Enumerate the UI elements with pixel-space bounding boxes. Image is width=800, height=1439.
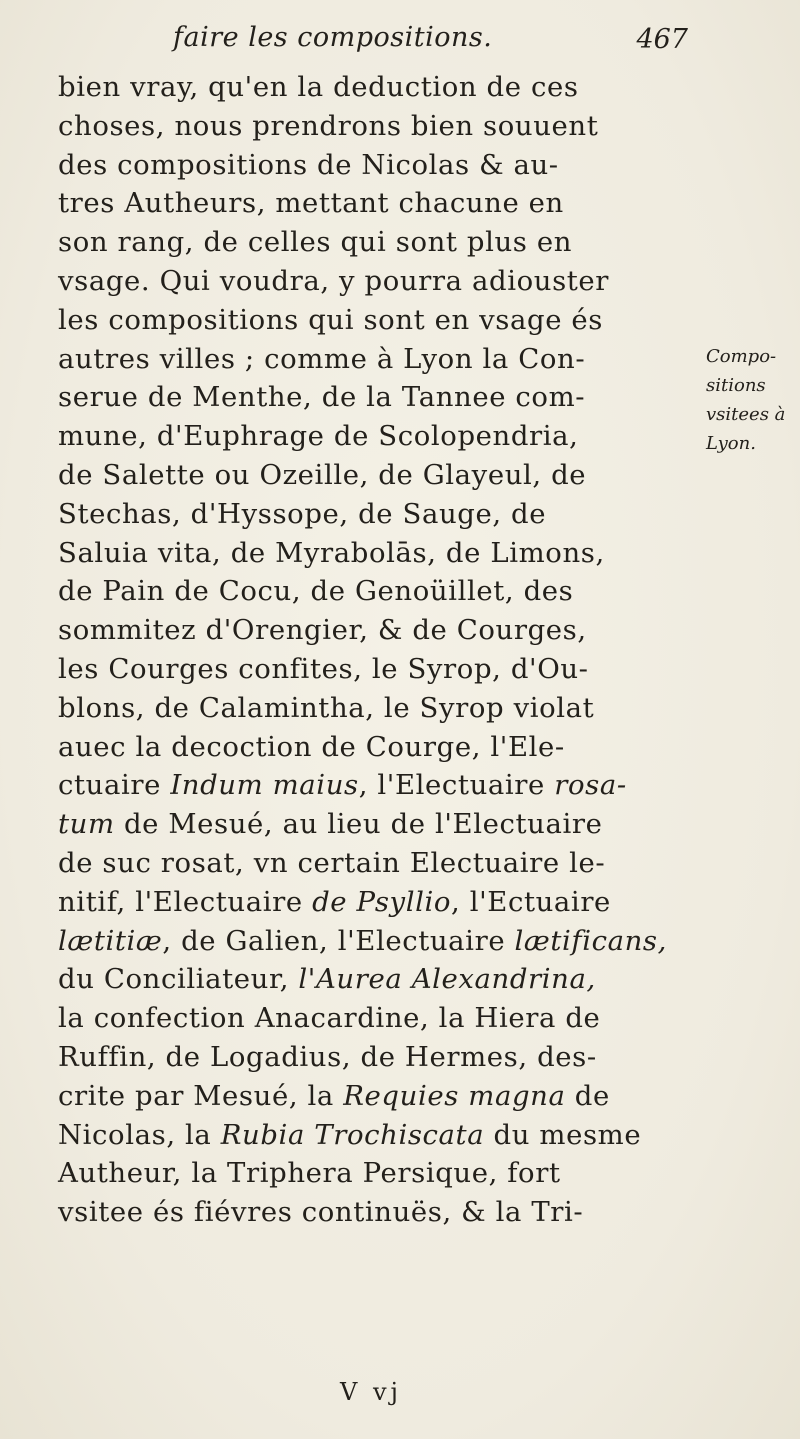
margin-note-line: sitions [706,375,766,396]
text-run: sommitez d'Orengier, & de Courges, [58,614,587,647]
text-line [58,534,698,573]
text-run: Stechas, d'Hyssope, de Sauge, de [58,497,547,530]
text-run: du mesme [484,1118,642,1151]
text-line [58,146,698,185]
body-text [58,68,698,1232]
page-number: 467 [636,24,688,55]
text-run: de Pain de Cocu, de Genoüillet, des [58,575,574,608]
text-line [58,883,698,922]
italic-text: Rubia Trochiscata [220,1118,485,1151]
text-line [58,456,698,495]
margin-note-line: Lyon. [706,433,756,454]
text-run: nitif, l'Electuaire [58,885,313,918]
text-run: des compositions de Nicolas & au- [58,148,559,181]
text-line [58,805,698,844]
margin-note-line: Compo- [706,346,777,367]
text-run: tres Autheurs, mettant chacune en [58,187,564,220]
italic-text: rosa- [554,769,627,802]
text-line [58,1077,698,1116]
text-line [58,184,698,223]
italic-text: tum [58,808,115,841]
text-line [58,844,698,883]
text-line [58,728,698,767]
text-run: les compositions qui sont en vsage és [58,303,603,336]
text-run: choses, nous prendrons bien souuent [58,109,599,142]
text-run: serue de Menthe, de la Tannee com- [58,381,586,414]
italic-text: de Psyllio [312,885,452,918]
text-run: de [565,1079,610,1112]
text-run: bien vray, qu'en la deduction de ces [58,71,579,103]
text-run: du Conciliateur, [58,963,299,996]
text-line [58,611,698,650]
text-line [58,999,698,1038]
text-run: , l'Ectuaire [451,885,611,918]
text-line [58,262,698,301]
margin-note-line: vsitees à [706,404,786,425]
text-run: Ruffin, de Logadius, de Hermes, des- [58,1040,597,1073]
italic-text: lætificans, [514,924,667,957]
text-line [58,301,698,340]
text-line [58,960,698,999]
text-line [58,223,698,262]
text-line [58,1038,698,1077]
text-run: de suc rosat, vn certain Electuaire le- [58,846,606,879]
text-line [58,107,698,146]
italic-text: l'Aurea Alexandrina, [298,963,596,996]
text-run: ctuaire [58,769,171,802]
italic-text: Indum maius [170,769,359,802]
text-run: Saluia vita, de Myrabolās, de Limons, [58,536,605,569]
text-line [58,340,698,379]
text-run: crite par Mesué, la [58,1079,344,1112]
text-run: de Salette ou Ozeille, de Glayeul, de [58,458,587,491]
text-run: Autheur, la Triphera Persique, fort [58,1157,561,1190]
text-line [58,378,698,417]
text-line [58,650,698,689]
text-run: blons, de Calamintha, le Syrop violat [58,691,595,724]
running-title: faire les compositions. [173,22,493,53]
text-run: mune, d'Euphrage de Scolopendria, [58,420,579,453]
text-line [58,766,698,805]
text-run: auec la decoction de Courge, l'Ele- [58,730,565,763]
text-line [58,495,698,534]
text-line [58,1193,698,1232]
text-run: autres villes ; comme à Lyon la Con- [58,342,586,375]
text-line [58,689,698,728]
text-run: son rang, de celles qui sont plus en [58,226,573,259]
text-run: les Courges confites, le Syrop, d'Ou- [58,652,589,685]
text-run: , l'Electuaire [358,769,555,802]
text-run: Nicolas, la [58,1118,221,1151]
text-run: vsitee és fiévres continuës, & la Tri- [58,1196,584,1229]
italic-text: lætitiæ [58,924,163,957]
running-head [58,22,688,66]
text-line [58,922,698,961]
signature-mark: V vj [340,1378,402,1406]
text-run: vsage. Qui voudra, y pourra adiouster [58,264,610,297]
text-run: de Mesué, au lieu de l'Electuaire [114,808,603,841]
text-run: la confection Anacardine, la Hiera de [58,1002,601,1035]
text-run: , de Galien, l'Electuaire [162,924,515,957]
text-line [58,1116,698,1155]
italic-text: Requies magna [343,1079,566,1112]
margin-note [706,342,796,458]
text-line [58,68,698,107]
text-line [58,572,698,611]
text-line [58,1154,698,1193]
text-line [58,417,698,456]
